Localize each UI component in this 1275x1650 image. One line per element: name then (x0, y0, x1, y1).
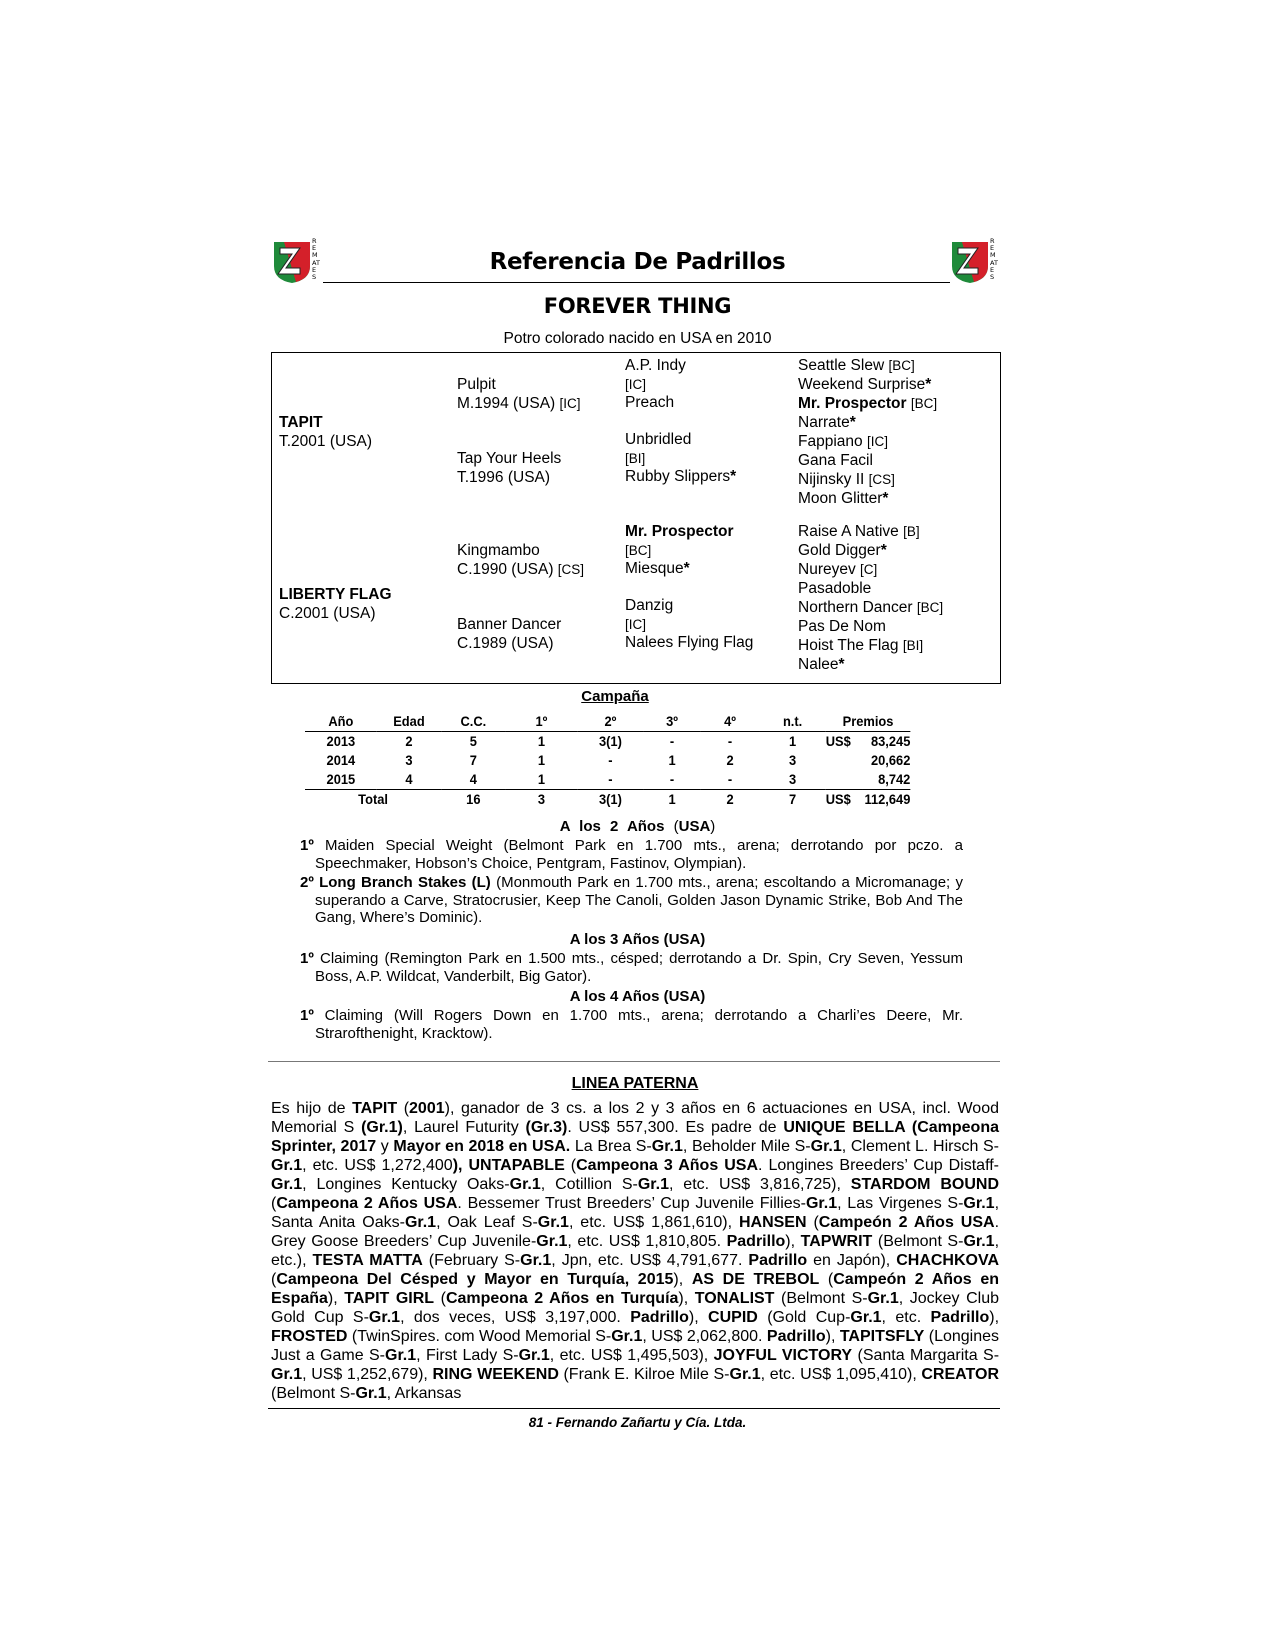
race-entry: 2º Long Branch Stakes (L) (Monmouth Park en 1.700 mts., arena; escoltando a Micromanage; y superando a Carve, Stratocrusier, Keep The Canoli, Golden Jason Dynamic Strike, Bob And The Gang, Where’s Dominic). (300, 874, 963, 926)
race-entry: 1º Claiming (Will Rogers Down en 1.700 mts., arena; derrotando a Charli’es Deere, Mr. Strarofthenight, Kracktow). (300, 1007, 963, 1042)
logo-text: REMATES (312, 237, 320, 282)
col-header: Premios (826, 712, 911, 732)
pedigree-sire-dam: Tap Your Heels T.1996 (USA) (457, 450, 562, 486)
col-header: 4º (701, 712, 760, 732)
col-header: C.C. (441, 712, 505, 732)
footer-divider (268, 1408, 1000, 1409)
pedigree-g4-bottom: Raise A Native [B] Gold Digger* Nureyev [C] Pasadoble Northern Dancer [BC] Pas De Nom Hoist The Flag [BI] Nalee* (798, 523, 944, 673)
horse-subtitle: Potro colorado nacido en USA en 2010 (503, 330, 772, 347)
page-footer: 81 - Fernando Zañartu y Cía. Ltda. (528, 1415, 747, 1430)
pedigree-g3-3: Unbridled [BI] (625, 431, 692, 466)
linea-paterna-title: LINEA PATERNA (571, 1075, 699, 1092)
col-header: Año (305, 712, 377, 732)
pedigree-dam-sire: Kingmambo C.1990 (USA) [CS] (457, 542, 585, 578)
age4-heading: A los 4 Años (USA) (569, 988, 706, 1005)
pedigree-g3-5: Mr. Prospector [BC] (625, 523, 734, 558)
pedigree-dam: LIBERTY FLAG C.2001 (USA) (279, 586, 392, 622)
pedigree-g3-8: Nalees Flying Flag (625, 634, 754, 651)
page-title: Referencia De Padrillos (489, 249, 786, 275)
col-header: n.t. (759, 712, 825, 732)
col-header: 2º (577, 712, 643, 732)
col-header: 1º (506, 712, 578, 732)
table-row: 2013 2 5 1 3(1) - - 1 US$ 83,245 (326, 733, 911, 749)
race-entry: 1º Maiden Special Weight (Belmont Park en 1.700 mts., arena; derrotando por pczo. a Speechmaker, Hobson’s Choice, Pentgram, Fastinov, Olympian). (300, 837, 963, 872)
age2-heading: A los 2 Años (USA) (559, 818, 716, 835)
header-divider (323, 282, 950, 283)
pedigree-g3-4: Rubby Slippers* (625, 468, 737, 485)
logo-text: REMATES (990, 237, 998, 282)
col-header: Edad (377, 712, 441, 732)
pedigree-sire-sire: Pulpit M.1994 (USA) [IC] (457, 376, 581, 412)
campaign-title: Campaña (581, 688, 649, 705)
pedigree-g3-7: Danzig [IC] (625, 597, 674, 632)
total-row: Total 16 3 3(1) 1 2 7 US$ 112,649 (305, 790, 910, 810)
campaign-header-row (305, 712, 910, 732)
table-row: 2014 3 7 1 - 1 2 3 20,662 (326, 752, 911, 768)
pedigree-g4-top: Seattle Slew [BC] Weekend Surprise* Mr. Prospector [BC] Narrate* Fappiano [IC] Gana Facil Nijinsky II [CS] Moon Glitter* (798, 357, 938, 507)
pedigree-sire: TAPIT T.2001 (USA) (279, 414, 373, 450)
section-divider (268, 1061, 1000, 1062)
pedigree-dam-dam: Banner Dancer C.1989 (USA) (457, 616, 562, 652)
pedigree-box (271, 352, 1001, 684)
linea-paterna-text: Es hijo de TAPIT (2001), ganador de 3 cs. a los 2 y 3 años en 6 actuaciones en USA, incl. Wood Memorial S (Gr.1), Laurel Futurity (Gr.3). US$ 557,300. Es padre de UNIQUE BELLA (Campeona Sprinter, 2017 y Mayor en 2018 en USA. La Brea S-Gr.1, Beholder Mile S-Gr.1, Clement L. Hirsch S-Gr.1, etc. US$ 1,272,400), UNTAPABLE (Campeona 3 Años USA. Longines Breeders’ Cup Distaff-Gr.1, Longines Kentucky Oaks-Gr.1, Cotillion S-Gr.1, etc. US$ 3,816,725), STARDOM BOUND (Campeona 2 Años USA. Bessemer Trust Breeders’ Cup Juvenile Fillies-Gr.1, Las Virgenes S-Gr.1, Santa Anita Oaks-Gr.1, Oak Leaf S-Gr.1, etc. US$ 1,861,610), HANSEN (Campeón 2 Años USA. Grey Goose Breeders’ Cup Juvenile-Gr.1, etc. US$ 1,810,805. Padrillo), TAPWRIT (Belmont S-Gr.1, etc.), TESTA MATTA (February S-Gr.1, Jpn, etc. US$ 4,791,677. Padrillo en Japón), CHACHKOVA (Campeona Del Césped y Mayor en Turquía, 2015), AS DE TREBOL (Campeón 2 Años en España), TAPIT GIRL (Campeona 2 Años en Turquía), TONALIST (Belmont S-Gr.1, Jockey Club Gold Cup S-Gr.1, dos veces, US$ 3,197,000. Padrillo), CUPID (Gold Cup-Gr.1, etc. Padrillo), FROSTED (TwinSpires. com Wood Memorial S-Gr.1, US$ 2,062,800. Padrillo), TAPITSFLY (Longines Just a Game S-Gr.1, First Lady S-Gr.1, etc. US$ 1,495,503), JOYFUL VICTORY (Santa Margarita S-Gr.1, US$ 1,252,679), RING WEEKEND (Frank E. Kilroe Mile S-Gr.1, etc. US$ 1,095,410), CREATOR (Belmont S-Gr.1, Arkansas (271, 1100, 1000, 1402)
campaign-table (305, 712, 910, 809)
age3-heading: A los 3 Años (USA) (569, 931, 706, 948)
horse-name: FOREVER THING (543, 294, 732, 318)
table-row: 2015 4 4 1 - - - 3 8,742 (326, 771, 911, 787)
pedigree-g3-1: A.P. Indy [IC] (625, 357, 686, 392)
pedigree-g3-6: Miesque* (625, 560, 690, 577)
race-entry: 1º Claiming (Remington Park en 1.500 mts., césped; derrotando a Dr. Spin, Cry Seven, Yessum Boss, A.P. Wildcat, Vanderbilt, Big Gator). (300, 950, 963, 985)
pedigree-g3-2: Preach (625, 394, 675, 411)
col-header: 3º (644, 712, 701, 732)
